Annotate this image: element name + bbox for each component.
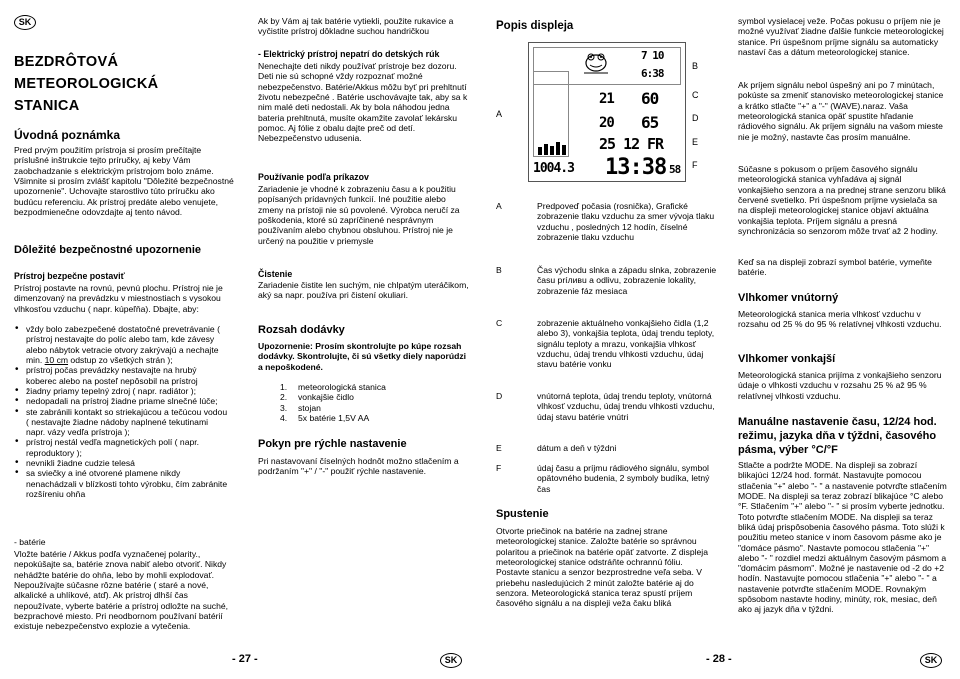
lcd-outdoor-humidity: 65 [641, 113, 659, 132]
desc-row-e: E dátum a deň v týždni [496, 443, 617, 453]
title-line-2: METEOROLOGICKÁ [14, 75, 159, 92]
desc-row-d: D vnútorná teplota, údaj trendu teploty, vnútorná vlhkosť vzduchu, údaj trendu vlhkosti vzduchu, údaj stavu batérie vnútri [496, 391, 715, 422]
label-a: A [496, 109, 503, 119]
column-3 [496, 0, 720, 679]
lcd-outdoor-temperature: 20 [599, 115, 614, 131]
outdoor-humidity-text: Meteorologická stanica prijíma z vonkajšieho senzoru údaje o vlhkosti vzduchu v rozsahu 25 % až 95 % relatívnej vlhkosti vzduchu. [738, 370, 942, 401]
lcd-date: 25 12 [599, 135, 640, 153]
lcd-indoor-temperature: 21 [599, 91, 614, 107]
label-b: B [692, 61, 699, 71]
battery-text: Vložte batérie / Akkus podľa vyznačenej polarity., nepokúšajte sa, batérie znova nabiť alebo otvoriť. Nikdy nehádžte batérie do ohňa, lebo by mohli explodovať. Nepoužívajte súčasne rôzne batérie ( staré a nové, alkalické a uhlíkové, atď). Ak prístroj dlhší čas nepoužívate, vyberte batérie a prístroj odložte na suché, bezprachové miesto. Pri neodbornom používaní batérií existuje nebezpečenstvo explozie a vytečenia. [14, 549, 229, 632]
label-e: E [692, 137, 699, 147]
list-item: 1. meteorologická stanica [280, 382, 386, 392]
scope-warning: Upozornenie: Prosím skontrolujte po kúpe rozsah dodávky. Skontrolujte, či sú všetky diely naporúdzi a nepoškodené. [258, 341, 467, 372]
desc-row-f: F údaj času a príjmu rádiového signálu, symbol opätovného budenia, 2 symboly budíka, letný čas [496, 463, 710, 494]
desc-row-b: B Čas východu slnka a západu slnka, zobrazenie času príливu a odlivu, zobrazenie lokality, zobrazenie fáz mesiaca [496, 265, 717, 296]
desc-row-a: A Predpoveď počasia (rosnička), Grafické zobrazenie tlaku vzduchu za smer vývoja tlaku vzduchu , posledných 12 hodín, číselné zobrazenie tlaku vzduchu [496, 201, 715, 242]
battery-leak-text: Ak by Vám aj tak batérie vytiekli, použite rukavice a vyčistite prístroj dôkladne suchou handričkou [258, 16, 454, 37]
usage-text: Zariadenie je vhodné k zobrazeniu času a k použitiu popísaných prídavných funkcií. Iné použitie alebo zmeny na prístoji nie sú povolené. Výrobca neručí za poškodenia, ktoré sú zapríčinené nesprávnym používaním alebo chybnou obsluhou. Prístroj nie je určený na použitie v priemysle [258, 184, 460, 246]
cleaning-text: Zariadenie čistite len suchým, nie chlpatým uteráčikom, aký sa napr. používa pri čistení okuliari. [258, 280, 469, 301]
title-line-1: BEZDRÔTOVÁ [14, 54, 119, 70]
signal-text-1: symbol vysielacej veže. Počas pokusu o príjem nie je možné využívať žiadne ďalšie funkcie meteorologickej stanice. Pri úspešnom príjme signálu sa automaticky nastaví čas a dátum meteorologickej stanice. [738, 16, 944, 57]
indoor-humidity-text: Meteorologická stanica meria vlhkosť vzduchu v rozsahu od 25 % do 95 % relatívnej vlhkosti vzduchu. [738, 309, 942, 330]
placement-heading: Prístroj bezpečne postaviť [14, 271, 125, 281]
display-heading: Popis displeja [496, 20, 574, 32]
safety-heading: Dôležité bezpečnostné upozornenie [14, 244, 202, 256]
battery-replace-text: Keď sa na displeji zobrazí symbol batérie, vymeňte batérie. [738, 257, 932, 278]
start-text: Otvorte priečinok na batérie na zadnej strane meteorologickej stanice. Založte batérie so správnou polaritou a priečinok na batérie opäť zatvorte. Z displeja meteorologickej stanice odstráňte ochrannú fóliu. Postavte stanicu a senzor bezprostredne veľa seba. V priebehu nasledujúcich 2 minút založte batérie aj do senzora. Meteorologická stanica teraz spustí príjem časového signálu a na displeji veža čaku bliká [496, 526, 708, 609]
lcd-sunrise-time: 7 10 [641, 49, 664, 62]
lcd-weekday: FR [647, 135, 664, 153]
list-item: • nevnikli žiadne cudzie telesá [26, 458, 228, 468]
safety-list [14, 324, 228, 499]
lcd-pressure: 1004.3 [533, 161, 574, 176]
label-c: C [692, 90, 699, 100]
column-4 [706, 0, 948, 679]
list-item: • prístroj nestál vedľa magnetických polí ( napr. reproduktory ); [26, 437, 228, 458]
placement-text: Prístroj postavte na rovnú, pevnú plochu. Prístroj nie je dimenzovaný na prevádzku v miestnostiach s vysokou vlhkosťou vzduchu ( napr. kúpeľňa). Dbajte, aby: [14, 283, 223, 314]
children-text: Nenechajte deti nikdy používať prístroje bez dozoru. Deti nie sú schopné vždy rozpoznať možné nebezpečenstvo. Batérie/Akkus môžu byť pri prehltnutí životu nebezpečné . Batérie uschovávajte tak, aby sa k nim malé deti nedostali. Ak by bola náhodou jedna bateria prehltnutá, musíte okamžite zavolať lekársku pomoc. Aj fólie z obalu dajte preč od detí. Nebezpečenstvo udusenia. [258, 61, 468, 144]
cleaning-heading: Čistenie [258, 269, 293, 279]
signal-text-3: Súčasne s pokusom o príjem časového signálu meteorologická stanica vyhľadáva aj signál vonkajšieho senzora a na prednej strane senzoru bliká červené svetielko. Pri úspešnom príjme vysielača sa na displeji meteorologickej stanice objaví aktuálna vonkajšia teplota. Príjem signálu a presná synchronizácia so senzorom môže trvať až 2 hodiny. [738, 164, 946, 236]
intro-heading: Úvodná poznámka [14, 128, 121, 142]
lcd-sunset-time: 6:38 [641, 67, 664, 80]
lcd-indoor-humidity: 60 [641, 89, 659, 108]
frog-icon [582, 49, 610, 75]
usage-heading: Používanie podľa príkazov [258, 172, 369, 182]
intro-text: Pred prvým použitím prístroja si prosím prečítajte príslušné inštrukcie tejto príručky, aj keby Vám zaobchadzanie s elektrickým prístrojom bolo známe. Všimnite si prosím zvlášť kapitolu "Dôležité bezpečnostné upozornenie". Uchovajte starostlivo túto príručku ako budúcu referenciu. Ak prístroj predáte alebo venujete, bezpodmienečne odovzdajte aj tento návod. [14, 145, 234, 217]
list-item: • vždy bolo zabezpečené dostatočné prevetrávanie ( prístroj nestavajte do políc alebo tam, kde závesy alebo nábytok vetracie otvory zakrývajú a nechajte min. 10 cm odstup zo všetkých strán ); [26, 324, 228, 365]
lcd-seconds: 58 [669, 163, 681, 176]
lcd-display-illustration [528, 42, 686, 182]
list-item: • ste zabránili kontakt so striekajúcou a tečúcou vodou ( nestavajte žiadne nádoby naplnené tekutinami napr. vázy vedľa prístroja ); [26, 407, 228, 438]
scope-list [280, 382, 470, 423]
document-title [14, 52, 158, 117]
desc-row-c: C zobrazenie aktuálneho vonkajšieho čidla (1,2 alebo 3), vonkajšia teplota, údaj trendu teploty, signálu teploty a mrazu, vonkajšia vlhkosť vzduchu, údaj trendu vlhkosti vzduchu, údaj stavu batérie vonku [496, 318, 715, 370]
language-badge-top-left: SK [14, 15, 36, 30]
signal-text-2: Ak príjem signálu nebol úspešný ani po 7 minútach, pokúste sa zmeniť stanovisko meteorologickej stanice a krátko stlačte "+" a "-" (WAVE).naraz. Vaša meteorologická stanica opäť spustite hľadanie rádiového signálu. Ak príjem signálu na vašom mieste nie je možný, nastavte čas prosím manuálne. [738, 80, 944, 142]
column-2 [232, 0, 476, 679]
list-item: • prístroj počas prevádzky nestavajte na hrubý koberec alebo na posteľ nepôsobil na prístroj [26, 365, 228, 386]
manual-setting-text: Stlačte a podržte MODE. Na displeji sa zobrazí blikajúci 12/24 hod. formát. Nastavujte pomocou stlačenia "+" alebo "- " a nastavenie potvrďte stlačením MODE. Na displeji sa teraz zobrazí blikajúce °C alebo °F. Stlačením "+" alebo "- " si prosím vyberte jednotku. Toto potvrďte stlačením MODE. Na displeji sa teraz bliká údaj prispôsobenia časového pásma. Toto slúži k použitiu meteo stanice v inom časovom pásme ako je "domáce pásmo". Nastavte pomocou stlačenia "+" alebo "- " rozdiel medzi aktuálnym časovým pásmom a "domácim pásmom". Možné je nastavenie od -2 do +2 hodín. Nastavujte pomocou stlačenia "+" alebo "- " a nastavenie potvrďte stlačením MODE. Rovnakým spôsobom nastavte hodiny, minúty, rok, mesiac, deň ako aj jazyk dňa v týždni. [738, 460, 947, 615]
list-item: 4. 5x batérie 1,5V AA [280, 412, 370, 423]
list-item: • žiadny priamy tepelný zdroj ( napr. radiátor ); [26, 386, 228, 396]
column-1 [14, 0, 236, 679]
outdoor-humidity-heading: Vlhkomer vonkajší [738, 353, 836, 365]
list-item: 3. stojan [280, 402, 321, 413]
list-item: 2. vonkajšie čidlo [280, 392, 354, 403]
list-item: • sa sviečky a iné otvorené plamene nikdy nenachádzali v blízkosti tohto výrobku, čím zabránite rozšíreniu ohňa [26, 468, 228, 499]
label-f: F [692, 160, 698, 170]
quick-text: Pri nastavovaní číselných hodnôt možno stlačením a podržaním "+" / "-" použiť rýchle nastavenie. [258, 456, 459, 477]
indoor-humidity-heading: Vlhkomer vnútorný [738, 292, 839, 304]
children-heading: - Elektrický prístroj nepatrí do detských rúk [258, 49, 440, 59]
battery-label: - batérie [14, 537, 46, 547]
quick-heading: Pokyn pre rýchle nastavenie [258, 438, 407, 450]
page-number-left: - 27 - [232, 653, 258, 665]
start-heading: Spustenie [496, 508, 549, 520]
list-item: • nedopadali na prístroj žiadne priame slnečné lúče; [26, 396, 228, 406]
page-number-right: - 28 - [706, 653, 732, 665]
language-badge-bottom-left: SK [440, 653, 462, 668]
manual-setting-heading: Manuálne nastavenie času, 12/24 hod. režimu, jazyka dňa v týždni, časového pásma, výber °C/°F [738, 416, 937, 456]
title-line-3: STANICA [14, 97, 80, 114]
scope-heading: Rozsah dodávky [258, 324, 345, 336]
pressure-bar-graph [537, 137, 567, 155]
lcd-time: 13:38 [605, 155, 667, 180]
language-badge-bottom-right: SK [920, 653, 942, 668]
label-d: D [692, 113, 699, 123]
